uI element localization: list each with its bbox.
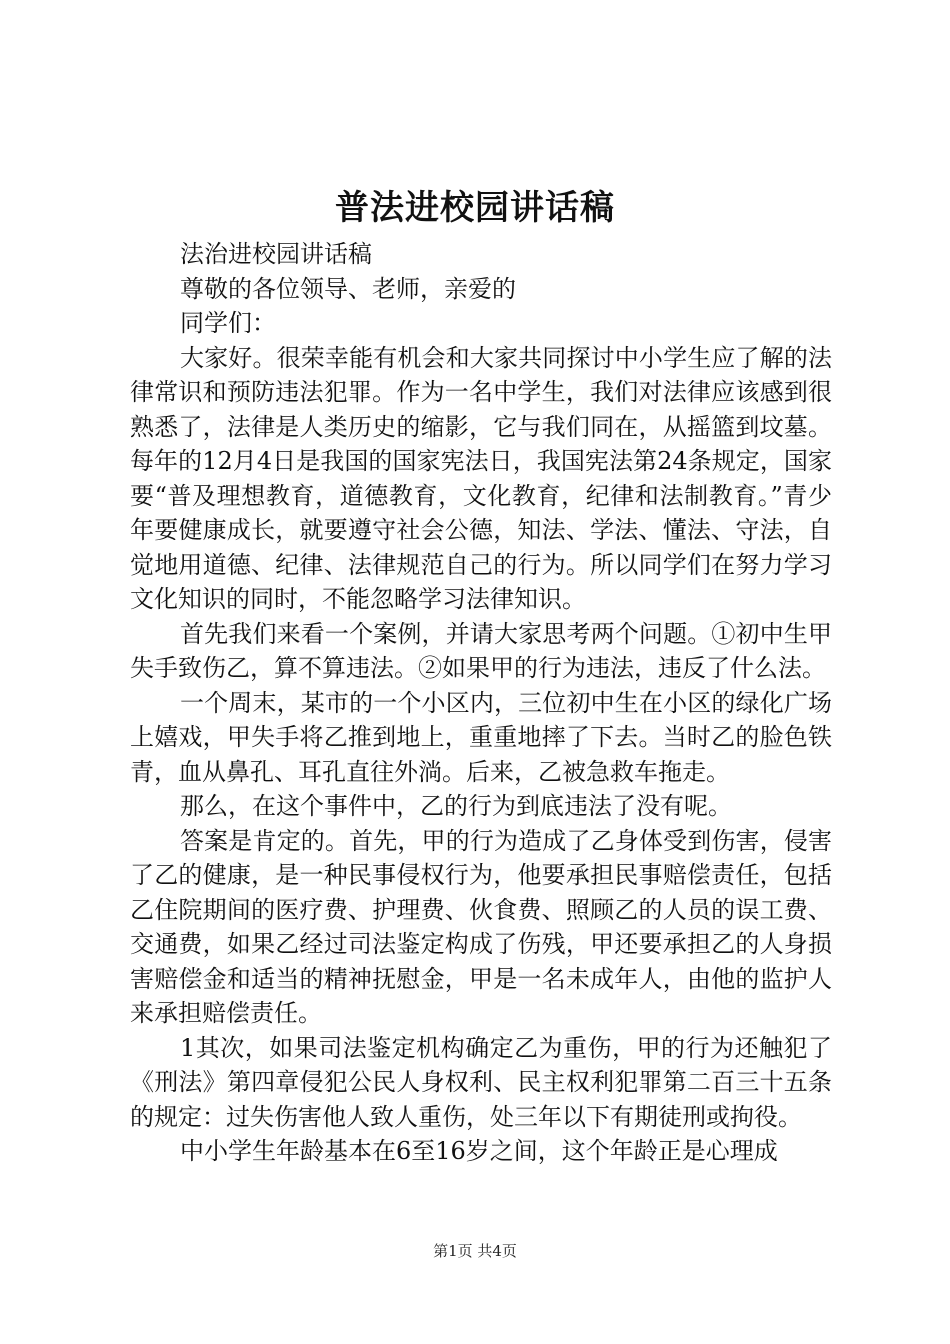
paragraph: 1其次，如果司法鉴定机构确定乙为重伤，甲的行为还触犯了《刑法》第四章侵犯公民人身权利、民主权利犯罪第二百三十五条的规定：过失伤害他人致人重伤，处三年以下有期徒刑或拘役。 (130, 1033, 832, 1131)
paragraph: 法治进校园讲话稿 (180, 240, 372, 268)
paragraph: 首先我们来看一个案例，并请大家思考两个问题。①初中生甲失手致伤乙，算不算违法。②如果甲的行为违法，违反了什么法。 (130, 619, 832, 682)
document-body (130, 237, 832, 1169)
page-number-footer: 第1页 共4页 (433, 1242, 517, 1260)
paragraph: 大家好。很荣幸能有机会和大家共同探讨中小学生应了解的法律常识和预防违法犯罪。作为一名中学生，我们对法律应该感到很熟悉了，法律是人类历史的缩影，它与我们同在，从摇篮到坟墓。每年的12月4日是我国的国家宪法日，我国宪法第24条规定，国家要“普及理想教育，道德教育，文化教育，纪律和法制教育。”青少年要健康成长，就要遵守社会公德，知法、学法、懂法、守法，自觉地用道德、纪律、法律规范自己的行为。所以同学们在努力学习文化知识的同时，不能忽略学习法律知识。 (130, 343, 832, 613)
document-title: 普法进校园讲话稿 (335, 188, 615, 228)
paragraph: 答案是肯定的。首先，甲的行为造成了乙身体受到伤害，侵害了乙的健康，是一种民事侵权行为，他要承担民事赔偿责任，包括乙住院期间的医疗费、护理费、伙食费、照顾乙的人员的误工费、交通费，如果乙经过司法鉴定构成了伤残，甲还要承担乙的人身损害赔偿金和适当的精神抚慰金，甲是一名未成年人，由他的监护人来承担赔偿责任。 (130, 826, 832, 1027)
paragraph: 尊敬的各位领导、老师，亲爱的 (180, 274, 516, 303)
paragraph: 那么，在这个事件中，乙的行为到底违法了没有呢。 (180, 792, 732, 820)
paragraph: 一个周末，某市的一个小区内，三位初中生在小区的绿化广场上嬉戏，甲失手将乙推到地上，重重地摔了下去。当时乙的脸色铁青，血从鼻孔、耳孔直往外淌。后来，乙被急救车拖走。 (130, 688, 832, 786)
paragraph: 中小学生年龄基本在6至16岁之间，这个年龄正是心理成 (180, 1137, 778, 1165)
paragraph: 同学们： (180, 309, 276, 337)
